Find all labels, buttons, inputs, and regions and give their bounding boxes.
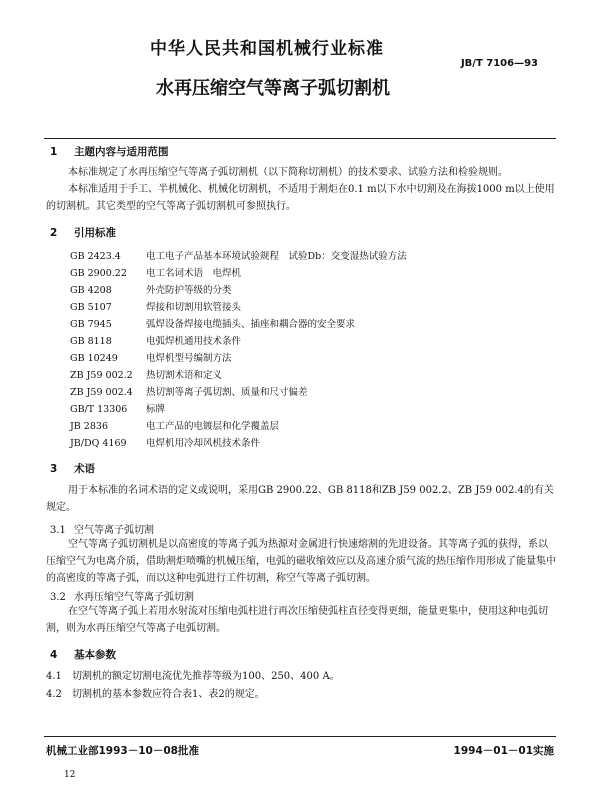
section-number: 3 [50,463,58,475]
section-3-heading [50,461,95,476]
subsection-3-2-heading [50,588,194,603]
section-title: 术语 [74,463,95,475]
reference-title: 热切割等离子弧切割、质量和尺寸偏差 [146,387,308,398]
reference-title: 电焊机用冷却风机技术条件 [146,438,261,449]
section-1-heading [50,144,169,159]
reference-title: 外壳防护等级的分类 [146,285,232,296]
subsection-number: 3.1 [50,525,66,536]
reference-code: ZB J59 002.2 [70,370,133,381]
section-title: 引用标准 [74,227,116,239]
reference-item [70,435,407,452]
reference-code: JB 2836 [70,421,108,432]
reference-code: GB 2900.22 [70,268,127,279]
section-title: 基本参数 [74,649,116,661]
reference-title: 焊接和切割用软管接头 [146,302,242,313]
section-number: 4 [50,649,58,661]
reference-title: 热切割术语和定义 [146,370,223,381]
reference-title: 电弧焊机通用技术条件 [146,336,242,347]
section-number: 2 [50,227,58,239]
reference-code: GB 2423.4 [70,251,121,262]
section-1-paragraph-1: 本标准规定了水再压缩空气等离子弧切割机（以下简称切割机）的技术要求、试验方法和检验规则。 [68,167,508,178]
page-number: 12 [64,770,76,780]
clause-number: 4.1 [46,671,62,682]
reference-item [70,282,407,299]
section-4-heading [50,647,116,662]
subsection-title: 空气等离子弧切割 [74,525,154,536]
subsection-3-1-heading [50,521,154,536]
reference-item [70,367,407,384]
subsection-title: 水再压缩空气等离子弧切割 [74,592,194,603]
subsection-3-2-text: 在空气等离子弧上若用水射流对压缩电弧柱进行再次压缩使弧柱直径变得更细，能量更集中，使用这种电弧切割，则为水再压缩空气等离子电弧切割。 [46,606,548,634]
reference-code: GB 4208 [70,285,112,296]
reference-code: GB 8118 [70,336,112,347]
standard-code: JB/T 7106—93 [460,58,538,69]
reference-code: JB/DQ 4169 [70,438,127,449]
reference-item [70,299,407,316]
clause-4-1 [46,668,556,685]
clause-text: 切割机的基本参数应符合表1、表2的规定。 [72,689,265,700]
reference-list [70,248,407,452]
header-divider [44,138,556,139]
section-1-paragraph-2: 本标准适用于手工、半机械化、机械化切割机，不适用于割炬在0.1 m以下水中切割及在海拔1000 m以上使用的切割机。其它类型的空气等离子弧切割机可参照执行。 [46,184,555,212]
reference-item [70,248,407,265]
reference-title: 标牌 [146,404,166,415]
reference-item [70,265,407,282]
reference-code: ZB J59 002.4 [70,387,133,398]
approval-date: 机械工业部1993－10－08批准 [46,745,199,757]
section-title: 主题内容与适用范围 [74,146,169,158]
clause-number: 4.2 [46,689,62,700]
reference-title: 电焊机型号编制方法 [146,353,232,364]
reference-title: 电工名词术语 电焊机 [146,268,242,279]
implementation-date: 1994－01－01实施 [453,745,554,757]
reference-code: GB/T 13306 [70,404,128,415]
issuing-organization: 中华人民共和国机械行业标准 [150,39,384,59]
reference-item [70,384,407,401]
reference-code: GB 10249 [70,353,118,364]
footer-divider [44,736,556,737]
reference-item [70,333,407,350]
subsection-3-1-text: 空气等离子弧切割机是以高密度的等离子弧为热源对金属进行快速熔割的先进设备。其等离子弧的获得，系以压缩空气为电离介质，借助割炬喷嘴的机械压缩，电弧的磁收缩效应以及高速介质气流的热压缩作用形成了能量集中的高密度的等离子弧，而以这种电弧进行工件切割，称空气等离子弧切割。 [46,539,556,584]
reference-title: 电工电子产品基本环境试验规程 试验Db：交变湿热试验方法 [146,251,407,262]
subsection-number: 3.2 [50,592,66,603]
section-number: 1 [50,146,58,158]
section-3-intro: 用于本标准的名词术语的定义或说明，采用GB 2900.22、GB 8118和ZB J59 002.2、ZB J59 002.4的有关规定。 [46,485,554,513]
document-title: 水再压缩空气等离子弧切割机 [156,78,390,99]
reference-title: 弧焊设备焊接电缆插头、插座和耦合器的安全要求 [146,319,356,330]
reference-code: GB 7945 [70,319,112,330]
reference-title: 电工产品的电镀层和化学覆盖层 [146,421,280,432]
clause-text: 切割机的额定切割电流优先推荐等级为100、250、400 A。 [72,671,340,682]
reference-item [70,401,407,418]
section-2-heading [50,225,116,240]
reference-item [70,350,407,367]
clause-4-2 [46,686,556,703]
reference-code: GB 5107 [70,302,112,313]
reference-item [70,418,407,435]
reference-item [70,316,407,333]
